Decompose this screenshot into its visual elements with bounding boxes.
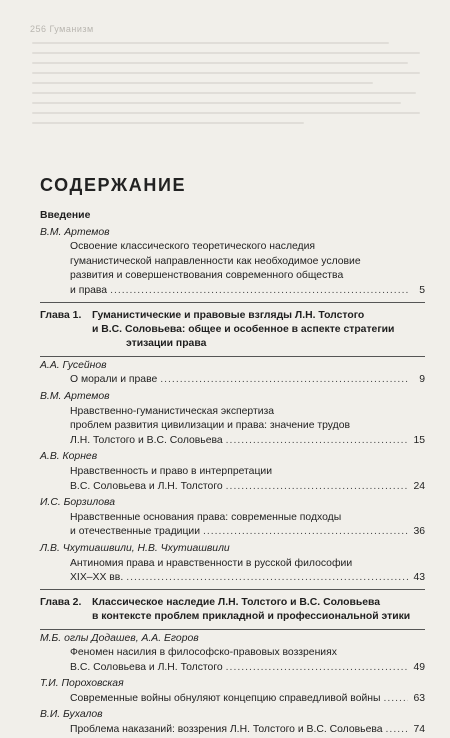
page-number: 15 (413, 434, 425, 446)
entry-last-line (70, 525, 425, 540)
toc-author: В.И. Бухалов (40, 709, 103, 721)
entry-line: проблем развития цивилизации и права: значение трудов (70, 420, 350, 432)
toc-entry (40, 723, 425, 738)
page-number: 43 (413, 572, 425, 584)
page-number: 5 (419, 284, 425, 296)
chapter-heading (40, 596, 425, 625)
entry-line: Антиномия права и нравственности в русской философии (70, 557, 353, 569)
entry-text: В.С. Соловьева и Л.Н. Толстого (70, 661, 223, 673)
entry-last-line (70, 571, 425, 586)
toc-entry (40, 465, 425, 494)
toc-entry (40, 692, 425, 707)
dot-leader (126, 571, 408, 586)
entry-text: О морали и праве (70, 374, 158, 386)
running-head: 256 Гуманизм (30, 24, 94, 34)
entry-line: Освоение классического теоретического наследия (70, 241, 316, 253)
entry-text: Проблема наказаний: воззрения Л.Н. Толстого и В.С. Соловьева (70, 724, 383, 736)
toc-author: Т.И. Пороховская (40, 678, 124, 690)
page-number: 74 (413, 724, 425, 736)
dot-leader (226, 661, 408, 676)
chapter-title-line: в контексте проблем прикладной и профессиональной этики (92, 611, 411, 623)
dot-leader (386, 723, 408, 738)
entry-line: Феномен насилия в философско-правовых воззрениях (70, 647, 337, 659)
entry-line: гуманистической направленности как необходимое условие (70, 255, 361, 267)
page-title: СОДЕРЖАНИЕ (40, 175, 187, 195)
page-number: 9 (419, 374, 425, 386)
table-of-contents (40, 205, 425, 738)
chapter-divider (40, 356, 425, 357)
toc-author: М.Б. оглы Додашев, А.А. Егоров (40, 632, 199, 644)
toc-entry (40, 511, 425, 540)
entry-text: и отечественные традиции (70, 526, 200, 538)
page-number: 24 (413, 480, 425, 492)
chapter-title-line: Гуманистические и правовые взгляды Л.Н. Толстого (92, 309, 365, 321)
entry-last-line (70, 661, 425, 676)
chapter-title-line: Классическое наследие Л.Н. Толстого и В.С. Соловьева (92, 596, 381, 608)
toc-entry (40, 557, 425, 586)
chapter-title (92, 596, 425, 625)
dot-leader (226, 434, 408, 449)
toc-entry (40, 646, 425, 675)
entry-last-line (70, 723, 425, 738)
toc-entry (40, 373, 425, 388)
chapter-label: Глава 2. (40, 596, 82, 608)
dot-leader (226, 480, 408, 495)
toc-author: И.С. Борзилова (40, 497, 116, 509)
entry-line: Нравственно-гуманистическая экспертиза (70, 405, 275, 417)
toc-author: В.М. Артемов (40, 226, 110, 238)
chapter-divider (40, 302, 425, 303)
entry-text: XIX–XX вв. (70, 572, 124, 584)
entry-last-line (70, 692, 425, 707)
entry-text: Л.Н. Толстого и В.С. Соловьева (70, 434, 223, 446)
entry-last-line (70, 373, 425, 388)
chapter-divider (40, 629, 425, 630)
entry-last-line (70, 284, 425, 299)
entry-line: развития и совершенствования современного общества (70, 270, 344, 282)
toc-author: В.М. Артемов (40, 390, 110, 402)
chapter-heading (40, 309, 425, 352)
chapter-label: Глава 1. (40, 309, 82, 321)
entry-text: и права (70, 284, 108, 296)
intro-heading: Введение (40, 210, 91, 221)
entry-last-line (70, 480, 425, 495)
page-number: 36 (413, 526, 425, 538)
entry-text: В.С. Соловьева и Л.Н. Толстого (70, 480, 223, 492)
toc-entry (40, 240, 425, 298)
dot-leader (203, 525, 408, 540)
page-number: 49 (413, 661, 425, 673)
chapter-title-line: и В.С. Соловьева: общее и особенное в аспекте стратегии (92, 323, 395, 335)
toc-author: Л.В. Чхутиашвили, Н.В. Чхутиашвили (40, 542, 230, 554)
entry-line: Нравственные основания права: современные подходы (70, 511, 342, 523)
toc-author: А.А. Гусейнов (40, 359, 107, 371)
entry-text: Современные войны обнуляют концепцию справедливой войны (70, 692, 381, 704)
dot-leader (384, 692, 409, 707)
toc-author: А.В. Корнев (40, 451, 98, 463)
chapter-title (92, 309, 425, 352)
dot-leader (160, 373, 408, 388)
toc-entry (40, 405, 425, 449)
entry-last-line (70, 434, 425, 449)
entry-line: Нравственность и право в интерпретации (70, 465, 273, 477)
chapter-title-line: этизации права (126, 338, 207, 350)
dot-leader (110, 284, 408, 299)
chapter-divider (40, 589, 425, 590)
bleed-through-text (32, 42, 420, 132)
page-number: 63 (413, 692, 425, 704)
